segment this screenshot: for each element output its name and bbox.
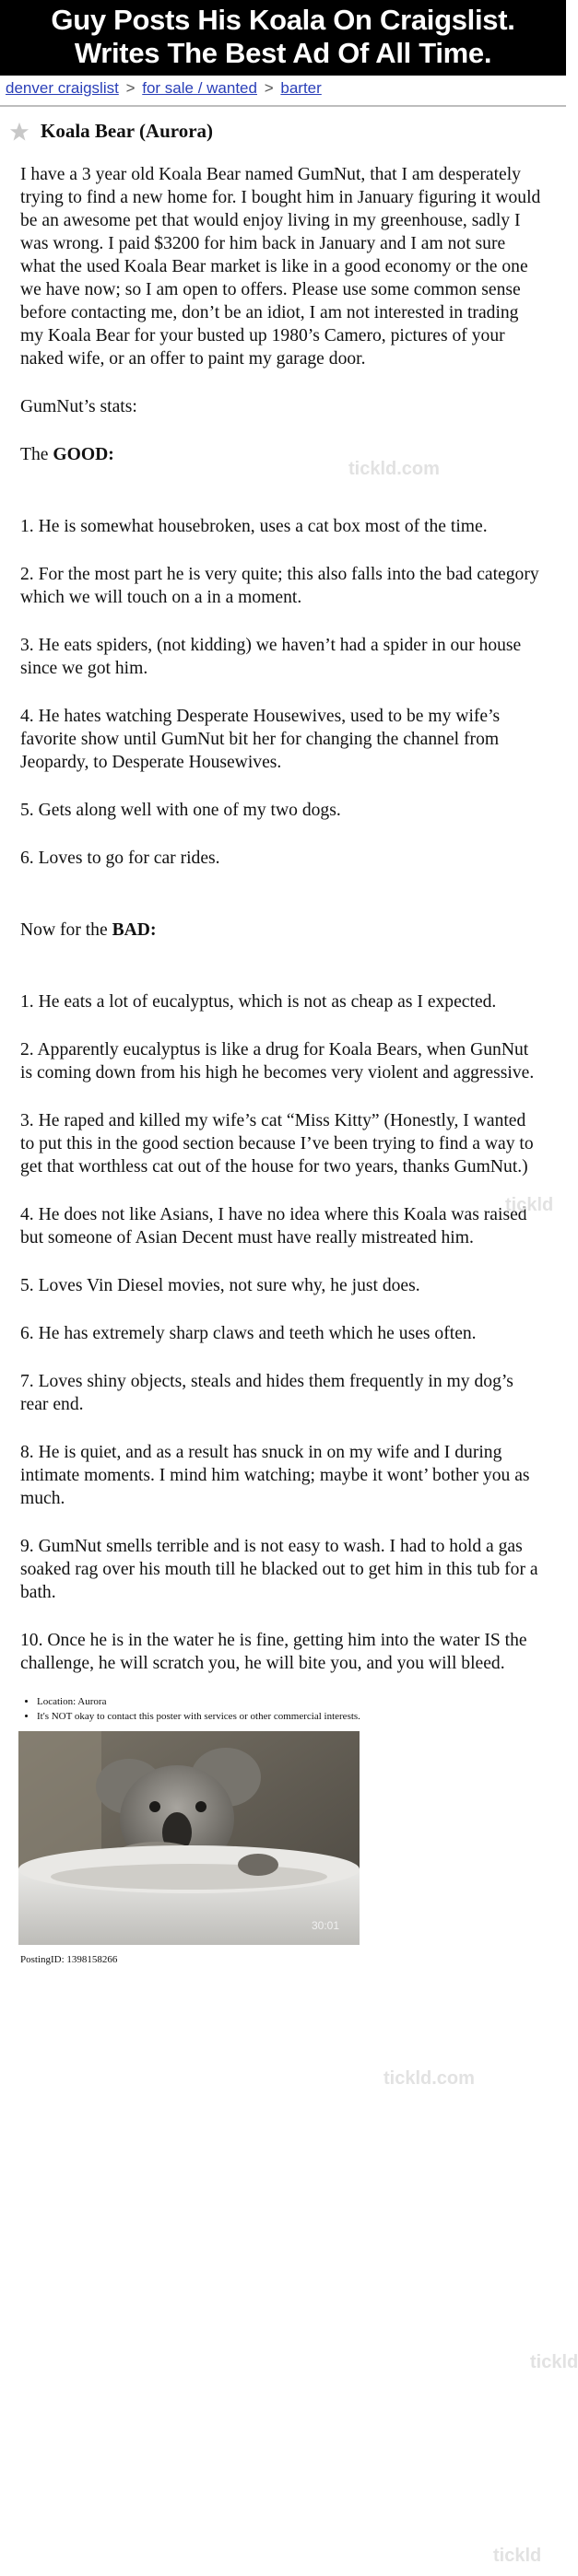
caption-line-2: Writes The Best Ad Of All Time. — [74, 37, 492, 69]
bad-item: 8. He is quiet, and as a result has snuck in on my wife and I during intimate moments. I mind him watching; maybe it wont’ bother you as much. — [20, 1443, 530, 1508]
location-note: • Location: Aurora — [37, 1694, 546, 1709]
watermark: tickld.com — [383, 2068, 475, 2089]
photo-timestamp: 30:01 — [311, 1919, 339, 1932]
bad-item: 5. Loves Vin Diesel movies, not sure why, he just does. — [20, 1276, 420, 1295]
bad-item: 10. Once he is in the water he is fine, getting him into the water IS the challenge, he will scratch you, he will bite you, and you will bleed. — [20, 1631, 527, 1673]
breadcrumb-category-link[interactable]: barter — [280, 79, 322, 97]
good-item: 1. He is somewhat housebroken, uses a cat box most of the time. — [20, 517, 488, 536]
post-title: Koala Bear (Aurora) — [41, 120, 214, 142]
good-item: 3. He eats spiders, (not kidding) we haven’t had a spider in our house since we got him. — [20, 636, 522, 678]
bad-item: 4. He does not like Asians, I have no idea where this Koala was raised but someone of Asian Decent must have really mistreated him. — [20, 1205, 527, 1247]
good-heading: The GOOD: — [20, 445, 114, 464]
breadcrumb-site-link[interactable]: denver craigslist — [6, 79, 119, 97]
bad-item: 3. He raped and killed my wife’s cat “Miss Kitty” (Honestly, I wanted to put this in the good section because I’ve been trying to find a way to get that worthless cat out of the house for two years, thanks GumNut.) — [20, 1111, 534, 1177]
breadcrumb — [0, 76, 566, 107]
watermark: tickld — [493, 2546, 542, 2566]
bad-item: 7. Loves shiny objects, steals and hides them frequently in my dog’s rear end. — [20, 1372, 513, 1414]
watermark: tickld — [530, 2352, 578, 2372]
bad-item: 1. He eats a lot of eucalyptus, which is not as cheap as I expected. — [20, 992, 497, 1012]
bad-item: 9. GumNut smells terrible and is not easy to wash. I had to hold a gas soaked rag over his mouth till he blacked out to get him in this tub for a bath. — [20, 1537, 538, 1602]
good-item: 2. For the most part he is very quite; this also falls into the bad category which we will touch on a in a moment. — [20, 565, 539, 607]
breadcrumb-separator: > — [125, 79, 136, 97]
koala-photo — [18, 1731, 360, 1945]
image-caption-banner — [0, 0, 566, 76]
post-title-row — [0, 120, 566, 143]
commercial-notice: • It's NOT okay to contact this poster with services or other commercial interests. — [37, 1709, 546, 1724]
good-item: 4. He hates watching Desperate Housewives, used to be my wife’s favorite show until GumNut bit her for changing the channel from Jeopardy, to Desperate Housewives. — [20, 707, 501, 772]
bad-list — [20, 990, 544, 1675]
good-list — [20, 515, 544, 870]
post-body — [0, 163, 566, 1675]
bad-heading: Now for the BAD: — [20, 920, 157, 940]
stats-heading: GumNut’s stats: — [20, 397, 137, 416]
posting-id: PostingID: 1398158266 — [20, 1954, 118, 1965]
bad-item: 6. He has extremely sharp claws and teeth which he uses often. — [20, 1324, 477, 1343]
post-meta — [0, 1694, 566, 1724]
watermark: tickld — [505, 1195, 554, 1215]
good-item: 5. Gets along well with one of my two dogs. — [20, 801, 341, 820]
good-item: 6. Loves to go for car rides. — [20, 849, 220, 868]
breadcrumb-separator: > — [264, 79, 274, 97]
post-intro: I have a 3 year old Koala Bear named GumNut, that I am desperately trying to find a new home for. I bought him in January figuring it would be an awesome pet that would enjoy living in my greenhouse, sadly I was wrong. I paid $3200 for him back in January and I am not sure what the used Koala Bear market is like in a good economy or the one we have now; so I am open to offers. Please use some common sense before contacting me, don’t be an idiot, I am not interested in trading my Koala Bear for your busted up 1980’s Camero, pictures of your naked wife, or an offer to paint my garage door. — [20, 165, 541, 369]
breadcrumb-section-link[interactable]: for sale / wanted — [142, 79, 257, 97]
caption-line-1: Guy Posts His Koala On Craigslist. — [51, 4, 515, 36]
bad-item: 2. Apparently eucalyptus is like a drug for Koala Bears, when GunNut is coming down from his high he becomes very violent and aggressive. — [20, 1040, 535, 1083]
star-icon[interactable] — [9, 122, 29, 142]
watermark: tickld.com — [348, 459, 440, 479]
